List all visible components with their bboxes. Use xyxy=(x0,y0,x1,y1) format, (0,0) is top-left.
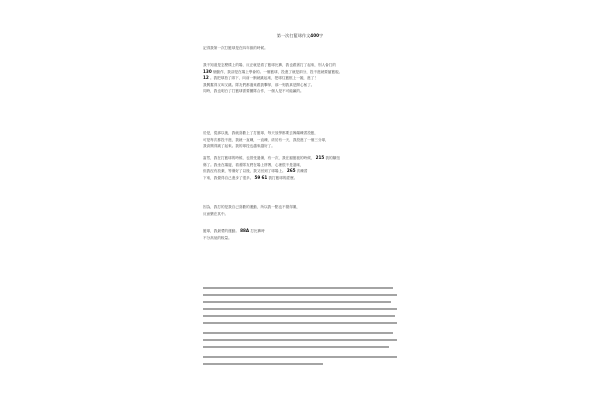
title-suffix: 字 xyxy=(319,33,324,38)
footer-line xyxy=(203,339,397,341)
footer-line xyxy=(203,356,397,358)
line-text: 下來，我覺得自己進步了很多。 xyxy=(203,175,254,180)
line-text: 次練習 xyxy=(296,169,308,174)
paragraph-line xyxy=(203,69,397,76)
emphasis-number: 88A xyxy=(240,228,250,233)
emphasis-number: 265 xyxy=(286,168,296,174)
footer-line xyxy=(203,315,395,317)
paragraph-line: 我高興得跳了起來。我的球技也越來越好了。 xyxy=(203,144,275,149)
line-text: 我打籃球的經歷。 xyxy=(268,175,298,180)
footer-line xyxy=(203,294,397,296)
paragraph-line: 記得我第一次打籃球是在四年級的時候。 xyxy=(203,46,268,50)
paragraph-1 xyxy=(203,45,397,52)
paragraph-5 xyxy=(203,204,397,217)
title-number: 400 xyxy=(310,33,320,38)
paragraph-line: 同時，我也明白了打籃球需要團隊合作，一個人是不可能贏的。 xyxy=(203,89,304,94)
paragraph-3 xyxy=(203,130,397,150)
footer-line xyxy=(203,322,397,324)
paragraph-line: 可是每次都投不進，我就一直練，一直練，終於有一天，我投進了一個三分球， xyxy=(203,137,329,142)
footer-line xyxy=(203,332,393,334)
line-text: 當然，我在打籃球的時候，也曾受過傷，有一次，我在搶籃板的時候， xyxy=(203,156,315,160)
footer-line xyxy=(203,301,391,303)
line-text: 籃球，我最愛的運動。 xyxy=(203,229,239,233)
footer-text-block xyxy=(203,287,397,367)
emphasis-number: 215 xyxy=(315,155,325,160)
line-text: 但我沒有放棄，等傷好了以後，我又回到了球場上。 xyxy=(203,169,286,174)
paragraph-line: 我興奮得又叫又跳。隊友們都過來跟我擊掌，那一刻我真是開心極了。 xyxy=(203,82,315,87)
line-text: 打比賽時 xyxy=(250,229,265,233)
line-text: 。我把球拍了兩下，向前一衝就跳起來，把球往籃框上一拋，進了！ xyxy=(209,76,318,81)
line-text: 個動作，我卻是在場上學會的。一個籃球，投進了就是兩分，投不進就要搶籃板。 xyxy=(212,69,343,74)
paragraph-4 xyxy=(203,155,397,181)
paragraph-line: 反而樂在其中。 xyxy=(203,211,229,216)
paragraph-line xyxy=(203,75,397,82)
paragraph-line: 不分高低的較量。 xyxy=(203,235,232,240)
footer-line xyxy=(203,363,323,365)
paragraph-line: 於是，從那以後，我就喜歡上了打籃球，每天放學都要去操場練習投籃， xyxy=(203,131,318,135)
paragraph-6 xyxy=(203,228,397,241)
paragraph-line: 因為，我打的是我自己喜歡的運動，所以我一點也不覺得累， xyxy=(203,205,301,209)
paragraph-line xyxy=(203,175,397,182)
footer-line xyxy=(203,287,393,289)
title-text: 第一次打籃球作文 xyxy=(276,33,311,38)
emphasis-number: 61 xyxy=(261,174,268,180)
paragraph-line xyxy=(203,168,397,175)
line-text: 我的腳扭 xyxy=(325,156,340,160)
emphasis-number: 130 xyxy=(203,68,212,74)
footer-line xyxy=(203,346,389,348)
emphasis-number: 59 xyxy=(254,174,261,180)
paragraph-line: 傷了。我坐在場邊，看著隊友們在場上拼搏，心裡很不是滋味， xyxy=(203,162,304,167)
essay-title xyxy=(0,33,600,38)
paragraph-line: 我不知道是怎麼樣上的場，反正就是看了籃球比賽，我也跟著打了起來，別人會打的 xyxy=(203,63,336,67)
emphasis-number: 12 xyxy=(203,75,209,81)
paragraph-line xyxy=(203,155,397,162)
paragraph-line xyxy=(203,228,397,235)
footer-line xyxy=(203,308,397,310)
paragraph-2 xyxy=(203,62,397,95)
